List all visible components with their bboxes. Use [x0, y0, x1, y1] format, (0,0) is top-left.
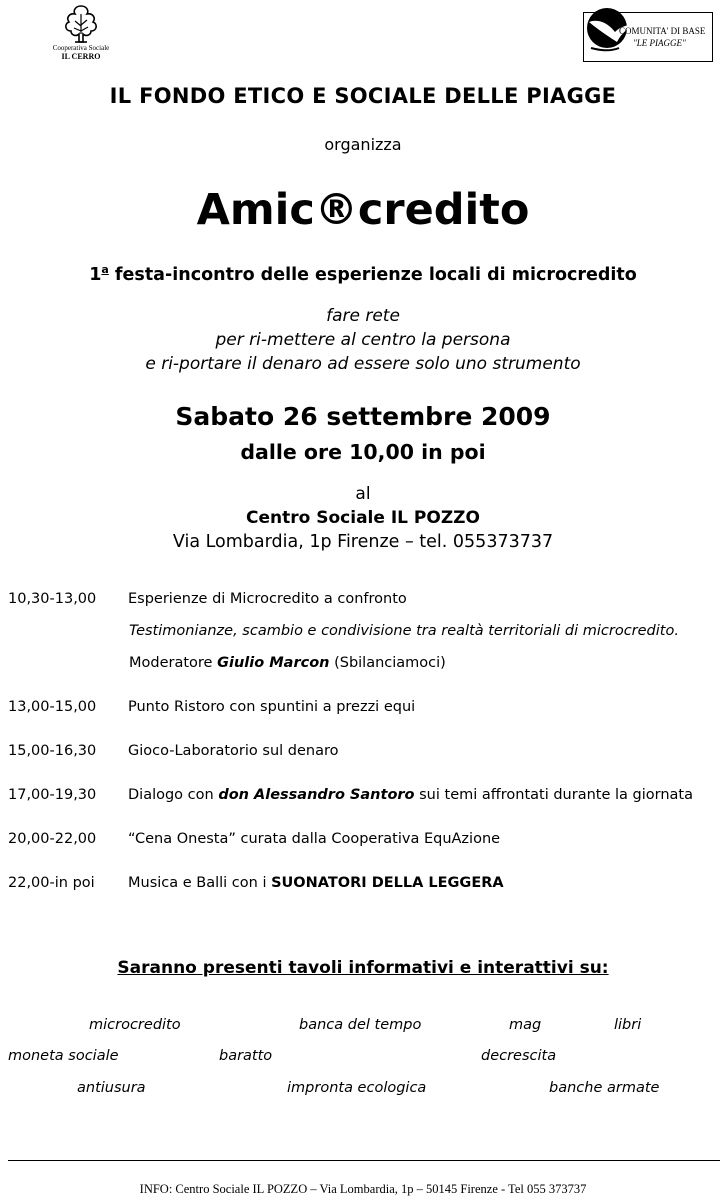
program-time: 10,30-13,00	[8, 591, 97, 607]
speaker-name: don Alessandro Santoro	[218, 787, 415, 803]
topic-item: baratto	[219, 1048, 273, 1064]
logo-right-line1: COMUNITA' DI BASE	[619, 26, 706, 36]
logo-comunita-di-base	[583, 2, 715, 64]
program-moderator	[129, 655, 446, 671]
tree-icon	[61, 4, 101, 44]
moderator-prefix: Moderatore	[129, 655, 218, 671]
program-text: Gioco-Laboratorio sul denaro	[128, 743, 339, 759]
program-time: 15,00-16,30	[8, 743, 97, 759]
event-venue: Centro Sociale IL POZZO	[246, 508, 480, 528]
program-detail: Testimonianze, scambio e condivisione tra realtà territoriali di microcredito.	[129, 623, 679, 639]
event-date: Sabato 26 settembre 2009	[175, 402, 551, 431]
organizza-text: organizza	[324, 135, 402, 154]
footer-info: INFO: Centro Sociale IL POZZO – Via Lombardia, 1p – 50145 Firenze - Tel 055 373737	[139, 1182, 587, 1196]
moderator-suffix: (Sbilanciamoci)	[329, 655, 446, 671]
logo-right-line2: "LE PIAGGE"	[633, 38, 686, 48]
program-time: 20,00-22,00	[8, 831, 97, 847]
footer-divider	[8, 1160, 720, 1161]
topic-item: antiusura	[77, 1080, 146, 1096]
topic-item: mag	[509, 1017, 542, 1033]
program-row	[8, 591, 407, 607]
program-row	[8, 831, 500, 847]
program-time: 13,00-15,00	[8, 699, 97, 715]
tables-heading: Saranno presenti tavoli informativi e interattivi su:	[117, 958, 609, 978]
program-row	[8, 875, 504, 891]
program-text: “Cena Onesta” curata dalla Cooperativa EquAzione	[128, 831, 501, 847]
program-row	[8, 787, 693, 803]
program-text-prefix: Musica e Balli con i	[128, 875, 272, 891]
program-text: Esperienze di Microcredito a confronto	[128, 591, 407, 607]
tagline-line-1: fare rete	[326, 306, 400, 326]
tagline-line-2: per ri-mettere al centro la persona	[215, 330, 511, 350]
event-subtitle	[0, 263, 726, 285]
subtitle-number: 1	[89, 264, 102, 285]
topic-item: banche armate	[549, 1080, 660, 1096]
event-title: Amic®credito	[196, 185, 530, 235]
event-address: Via Lombardia, 1p Firenze – tel. 055373737	[172, 532, 554, 552]
program-row	[8, 699, 415, 715]
logo-left-line2: IL CERRO	[61, 52, 101, 61]
topic-item: decrescita	[481, 1048, 557, 1064]
program-row	[8, 743, 339, 759]
topic-item: microcredito	[89, 1017, 181, 1033]
event-time: dalle ore 10,00 in poi	[240, 440, 486, 464]
topic-item: banca del tempo	[299, 1017, 422, 1033]
logo-il-cerro	[50, 4, 112, 64]
program-text-prefix: Dialogo con	[128, 787, 219, 803]
topic-item: moneta sociale	[8, 1048, 119, 1064]
band-name: SUONATORI DELLA LEGGERA	[271, 875, 504, 891]
tagline-line-3: e ri-portare il denaro ad essere solo uno strumento	[145, 354, 581, 374]
logo-left-line1: Cooperativa Sociale	[52, 44, 110, 52]
topic-item: libri	[614, 1017, 642, 1033]
organizer-heading: IL FONDO ETICO E SOCIALE DELLE PIAGGE	[109, 84, 617, 108]
program-time: 22,00-in poi	[8, 875, 95, 891]
subtitle-superscript: a	[101, 263, 109, 276]
moderator-name: Giulio Marcon	[217, 655, 330, 671]
subtitle-text: festa-incontro delle esperienze locali di microcredito	[108, 264, 637, 285]
topic-item: impronta ecologica	[287, 1080, 427, 1096]
al-text: al	[355, 484, 371, 504]
program-text: Punto Ristoro con spuntini a prezzi equi	[128, 699, 416, 715]
program-text-suffix: sui temi affrontati durante la giornata	[414, 787, 693, 803]
program-time: 17,00-19,30	[8, 787, 97, 803]
